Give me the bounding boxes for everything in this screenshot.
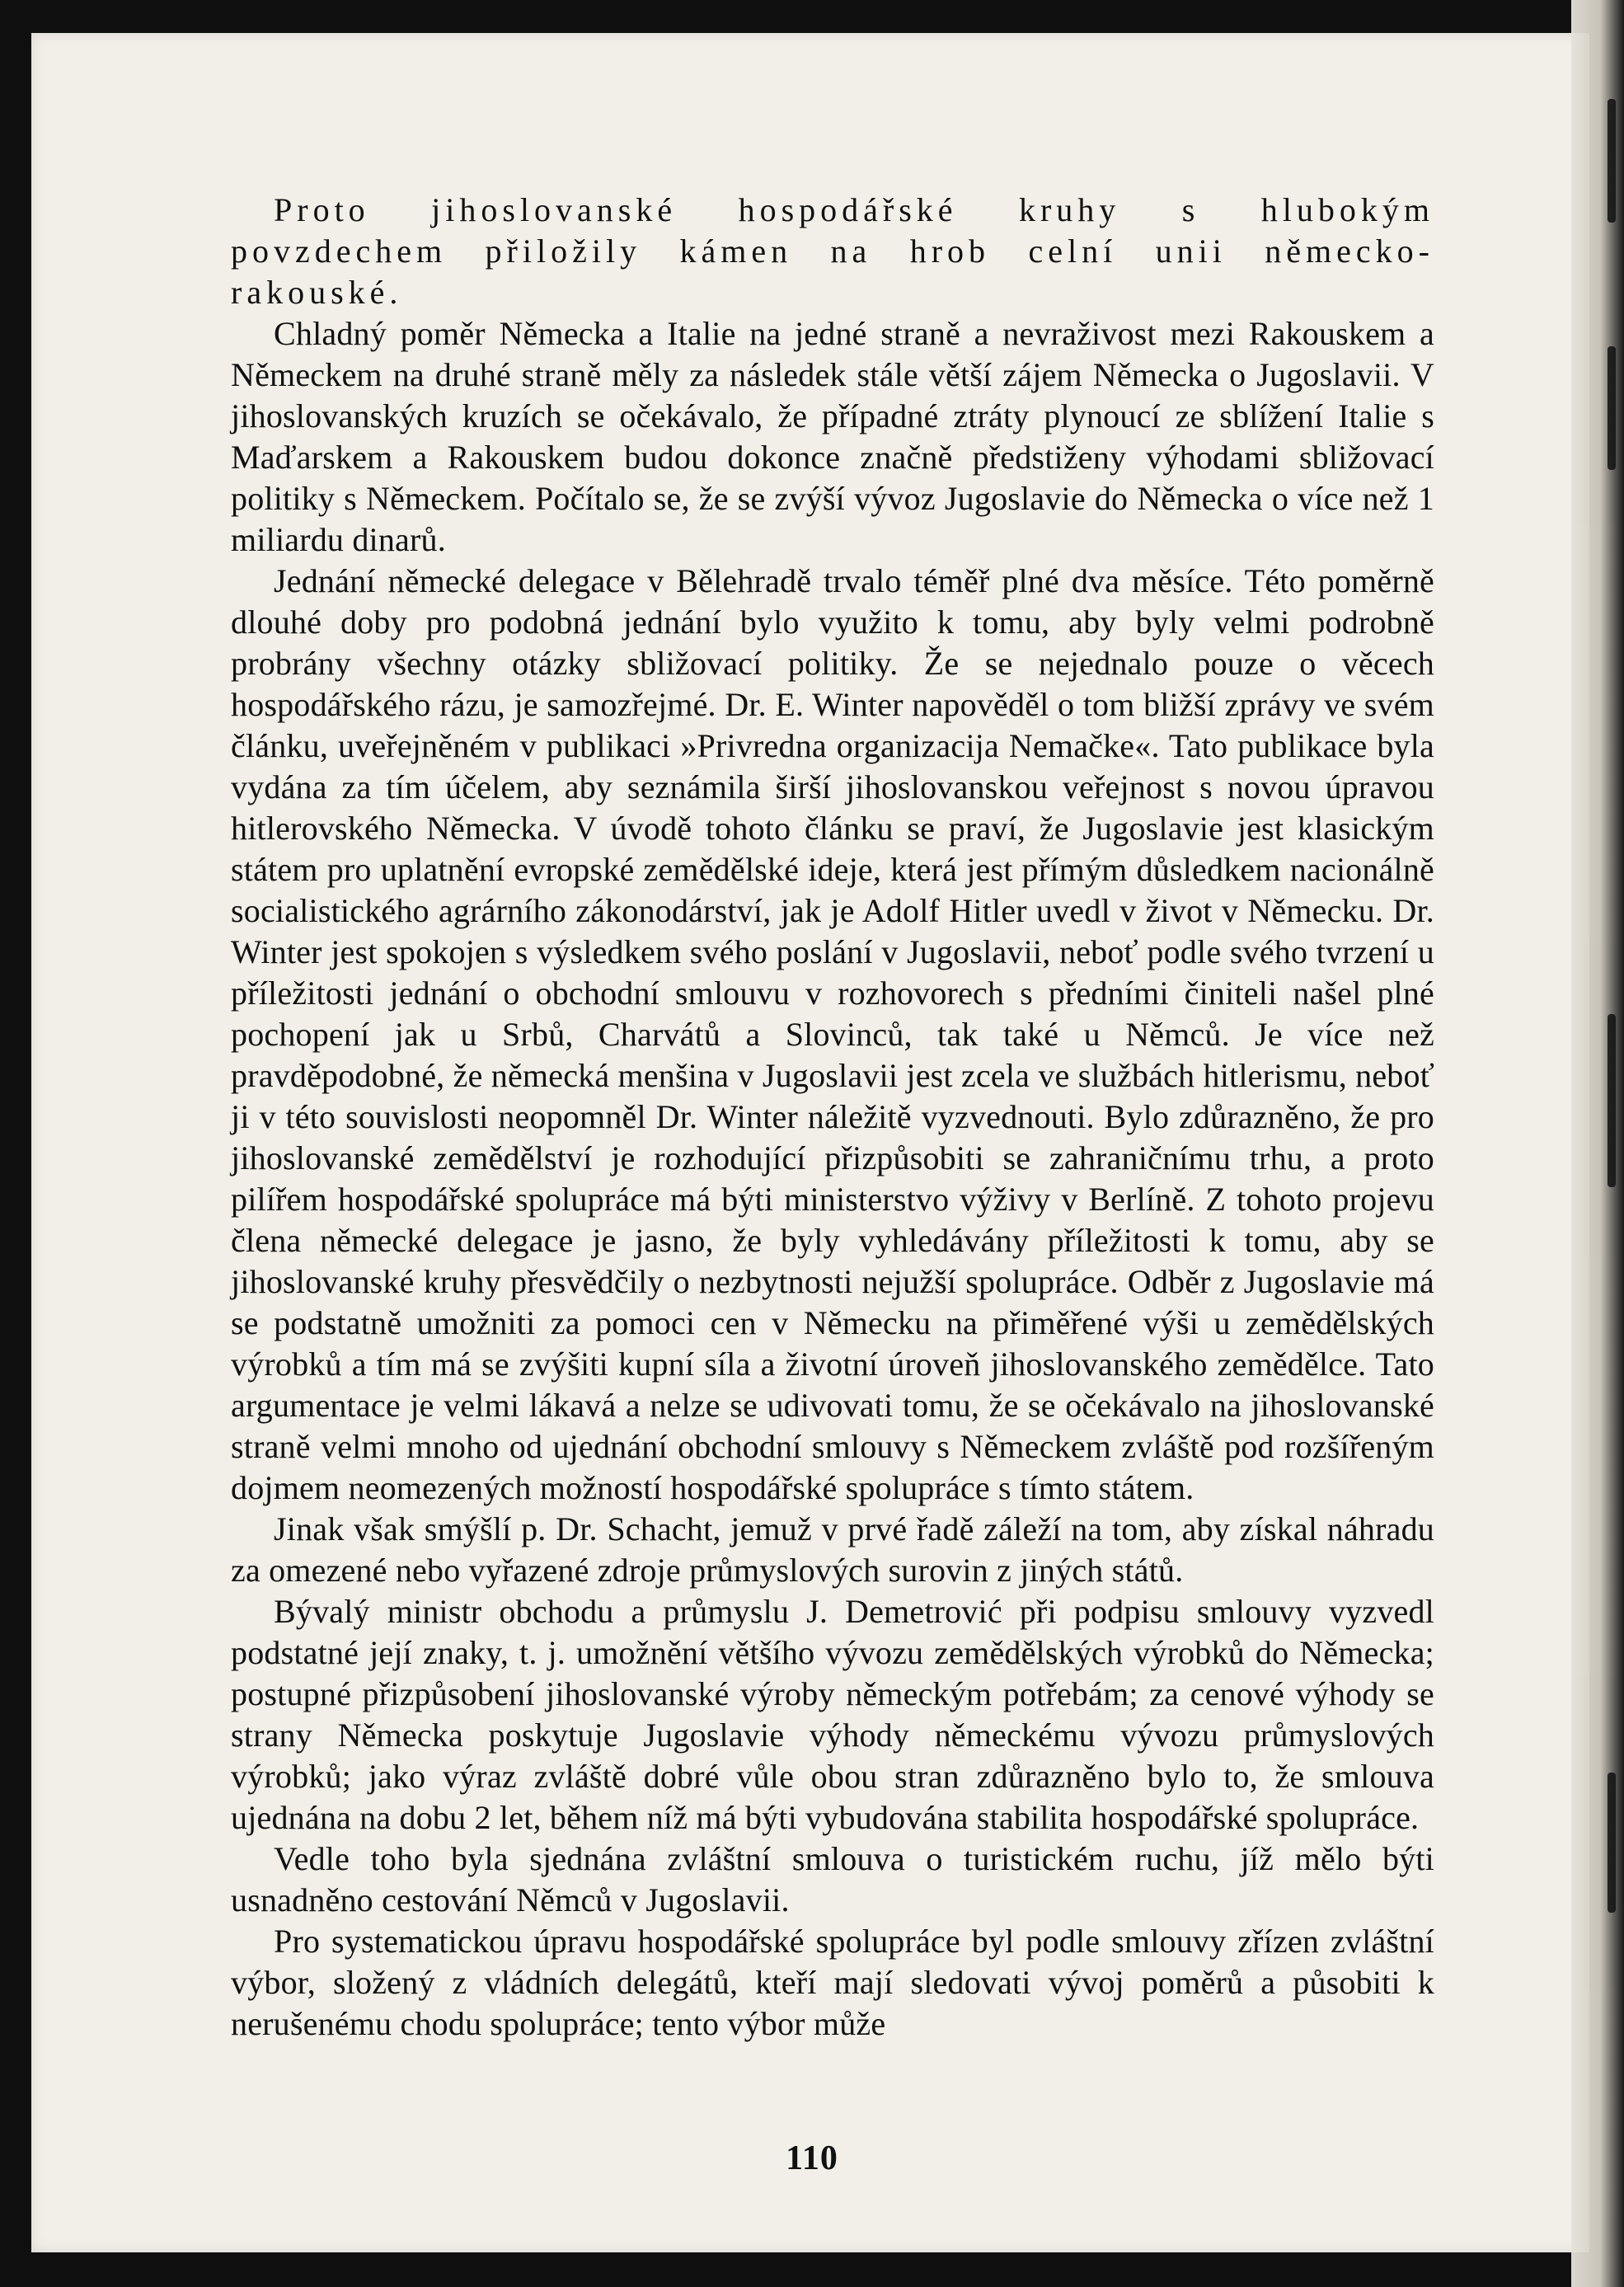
page-text	[231, 190, 1434, 2045]
paragraph-5: Bývalý ministr obchodu a průmyslu J. Demetrović při podpisu smlouvy vyzvedl podstatné její znaky, t. j. umožnění většího vývozu zemědělských výrobků do Německa; postupné přizpůsobení jihoslovanské výroby německým potřebám; za cenové výhody se strany Německa poskytuje Jugoslavie výhody německému vývozu průmyslových výrobků; jako výraz zvláště dobré vůle obou stran zdůrazněno bylo to, že smlouva ujednána na dobu 2 let, během níž má býti vybudována stabilita hospodářské spolupráce.	[231, 1593, 1434, 1836]
binding-stitch	[1608, 346, 1616, 470]
paragraph-7: Pro systematickou úpravu hospodářské spolupráce byl podle smlouvy zřízen zvláštní výbor, složený z vládních delegátů, kteří mají sledovati vývoj poměrů a působiti k nerušenému chodu spolupráce; tento výbor může	[231, 1923, 1434, 2042]
page-number: 110	[786, 2139, 838, 2177]
paragraph-3: Jednání německé delegace v Bělehradě trvalo téměř plné dva měsíce. Této poměrně dlouhé doby pro podobná jednání bylo využito k tomu, aby byly velmi podrobně probrány všechny otázky sbližovací politiky. Že se nejednalo pouze o věcech hospodářského rázu, je samozřejmé. Dr. E. Winter napověděl o tom bližší zprávy ve svém článku, uveřejněném v publikaci »Privredna organizacija Nemačke«. Tato publikace byla vydána za tím účelem, aby seznámila širší jihoslovanskou veřejnost s novou úpravou hitlerovského Německa. V úvodě tohoto článku se praví, že Jugoslavie jest klasickým státem pro uplatnění evropské zemědělské ideje, která jest přímým důsledkem nacionálně socialistického agrárního zákonodárství, jak je Adolf Hitler uvedl v život v Německu. Dr. Winter jest spokojen s výsledkem svého poslání v Jugoslavii, neboť podle svého tvrzení u příležitosti jednání o obchodní smlouvu v rozhovorech s předními činiteli našel plné pochopení jak u Srbů, Charvátů a Slovinců, tak také u Němců. Je více než pravděpodobné, že německá menšina v Jugoslavii jest zcela ve službách hitlerismu, neboť ji v této souvislosti neopomněl Dr. Winter náležitě vyzvednouti. Bylo zdůrazněno, že pro jihoslovanské zemědělství je rozhodující přizpůsobiti se zahraničnímu trhu, a proto pilířem hospodářské spolupráce má býti ministerstvo výživy v Berlíně. Z tohoto projevu člena německé delegace je jasno, že byly vyhledávány příležitosti k tomu, aby se jihoslovanské kruhy přesvědčily o nezbytnosti nejužší spolupráce. Odběr z Jugoslavie má se podstatně umožniti za pomoci cen v Německu na přiměřené výši u zemědělských výrobků a tím má se zvýšiti kupní síla a životní úroveň jihoslovanského zemědělce. Tato argumentace je velmi lákavá a nelze se udivovati tomu, že se očekávalo na jihoslovanské straně velmi mnoho od ujednání obchodní smlouvy s Německem zvláště pod rozšířeným dojmem neomezených možností hospodářské spolupráce s tímto státem.	[231, 562, 1434, 1506]
paragraph-6: Vedle toho byla sjednána zvláštní smlouva o turistickém ruchu, jíž mělo býti usnadněno cestování Němců v Jugoslavii.	[231, 1840, 1434, 1918]
binding-stitch	[1608, 1773, 1616, 1913]
paragraph-2: Chladný poměr Německa a Italie na jedné straně a nevraživost mezi Rakouskem a Německem na druhé straně měly za následek stále větší zájem Německa o Jugoslavii. V jihoslovanských kruzích se očekávalo, že případné ztráty plynoucí ze sblížení Italie s Maďarskem a Rakouskem budou dokonce značně předstiženy výhodami sbližovací politiky s Německem. Počítalo se, že se zvýší vývoz Jugoslavie do Německa o více než 1 miliardu dinarů.	[231, 315, 1434, 558]
book-binding-edge	[1571, 0, 1624, 2287]
binding-stitch	[1608, 99, 1616, 223]
paragraph-4: Jinak však smýšlí p. Dr. Schacht, jemuž v prvé řadě záleží na tom, aby získal náhradu za omezené nebo vyřazené zdroje průmyslových surovin z jiných států.	[231, 1510, 1434, 1589]
binding-stitch	[1608, 1014, 1616, 1187]
paragraph-1: Proto jihoslovanské hospodářské kruhy s hlubokým povzdechem přiložily kámen na hrob celní unii německo-rakouské.	[231, 191, 1434, 311]
